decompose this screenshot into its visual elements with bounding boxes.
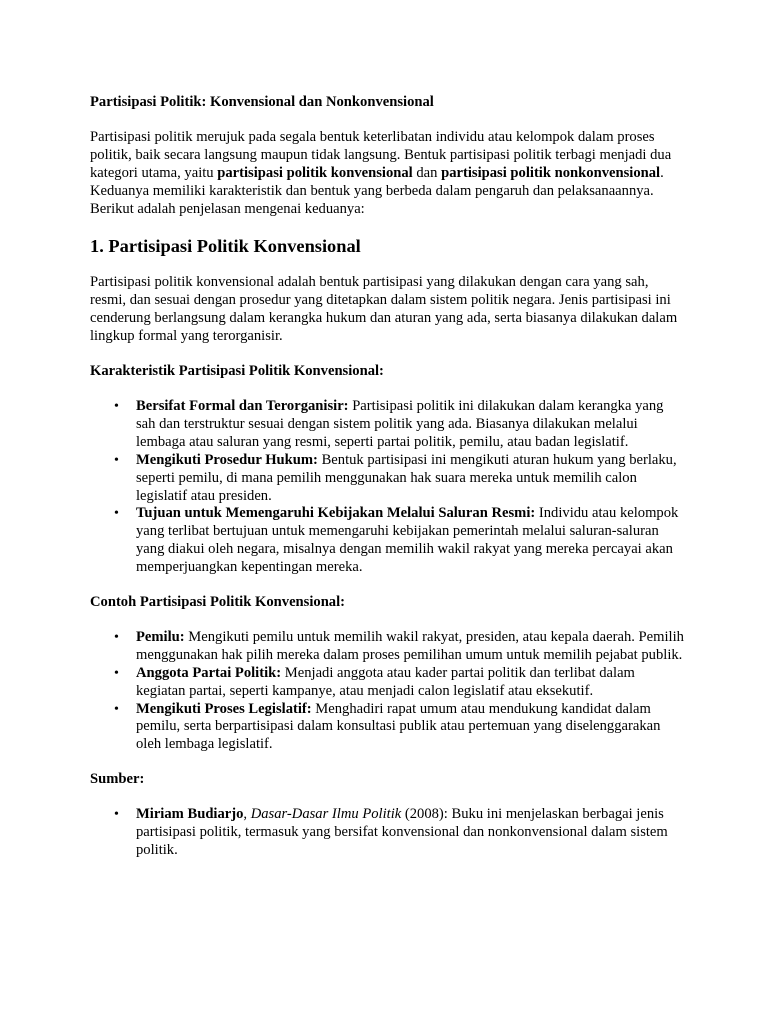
source-book-title: Dasar-Dasar Ilmu Politik xyxy=(250,806,402,823)
section-paragraph: Partisipasi politik konvensional adalah bentuk partisipasi yang dilakukan dengan cara yang sah, resmi, dan sesuai dengan prosedur yang ditetapkan dalam sistem politik negara. Jenis partisipasi ini cenderung berlangsung dalam kerangka hukum dan aturan yang ada, serta biasanya dilakukan dalam lingkup formal yang terorganisir. xyxy=(90,274,678,345)
source-author: Miriam Budiarjo xyxy=(136,806,244,823)
characteristics-heading: Karakteristik Partisipasi Politik Konvensional: xyxy=(90,363,384,380)
list-item-term: Bersifat Formal dan Terorganisir: xyxy=(136,397,349,414)
list-item-text: Individu atau kelompok yang terlibat bertujuan untuk memengaruhi kebijakan pemerintah melalui saluran-saluran yang diakui oleh negara, misalnya dengan memilih wakil rakyat yang mereka percayai akan memperjuangkan kepentingan mereka. xyxy=(136,505,679,576)
document-title: Partisipasi Politik: Konvensional dan Nonkonvensional xyxy=(90,94,434,110)
list-item-term: Pemilu: xyxy=(136,628,185,645)
document-page xyxy=(90,94,686,877)
intro-text-2: dan xyxy=(412,164,442,181)
list-item-term: Anggota Partai Politik: xyxy=(136,664,282,681)
intro-bold-conventional: partisipasi politik konvensional xyxy=(217,164,413,181)
section-heading-conventional: 1. Partisipasi Politik Konvensional xyxy=(90,236,361,257)
bullet-icon: • xyxy=(114,701,119,717)
list-item-text: Menghadiri rapat umum atau mendukung kandidat dalam pemilu, serta berpartisipasi dalam konsultasi publik atau pertemuan yang diselenggarakan oleh lembaga legislatif. xyxy=(136,700,661,753)
list-item-term: Tujuan untuk Memengaruhi Kebijakan Melalui Saluran Resmi: xyxy=(136,505,536,522)
list-item xyxy=(114,505,686,577)
sources-heading: Sumber: xyxy=(90,771,145,788)
list-item-term: Mengikuti Prosedur Hukum: xyxy=(136,451,318,468)
source-separator: , xyxy=(243,806,251,823)
list-item-text: Mengikuti pemilu untuk memilih wakil rakyat, presiden, atau kepala daerah. Pemilih menggunakan hak pilih mereka dalam proses pemilihan umum untuk memilih pejabat publik. xyxy=(136,628,684,663)
bullet-icon: • xyxy=(114,629,119,645)
list-item xyxy=(114,451,686,506)
list-item-term: Mengikuti Proses Legislatif: xyxy=(136,700,312,717)
sources-list xyxy=(90,806,686,860)
list-item xyxy=(114,664,686,701)
list-item xyxy=(114,700,686,755)
bullet-icon: • xyxy=(114,452,119,468)
list-item-text: Partisipasi politik ini dilakukan dalam kerangka yang sah dan terstruktur sesuai dengan sistem politik yang ada. Biasanya dilakukan melalui lembaga atau saluran yang resmi, seperti partai politik, pemilu, atau badan legislatif. xyxy=(136,397,664,450)
characteristics-list xyxy=(90,398,686,577)
bullet-icon: • xyxy=(114,398,119,414)
list-item xyxy=(114,397,686,452)
list-item-text: Menjadi anggota atau kader partai politik dan terlibat dalam kegiatan partai, seperti kampanye, atau menjadi calon legislatif atau eksekutif. xyxy=(136,664,635,699)
list-item-text: Bentuk partisipasi ini mengikuti aturan hukum yang berlaku, seperti pemilu, di mana pemilih menggunakan hak suara mereka untuk memilih calon legislatif atau presiden. xyxy=(136,451,677,504)
bullet-icon: • xyxy=(114,665,119,681)
intro-text-3: . Keduanya memiliki karakteristik dan bentuk yang berbeda dalam pengaruh dan pelaksanaannya. Berikut adalah penjelasan mengenai keduanya: xyxy=(90,164,664,217)
intro-text-1: Partisipasi politik merujuk pada segala bentuk keterlibatan individu atau kelompok dalam proses politik, baik secara langsung maupun tidak langsung. Bentuk partisipasi politik terbagi menjadi dua kategori utama, yaitu xyxy=(90,128,672,181)
examples-heading: Contoh Partisipasi Politik Konvensional: xyxy=(90,594,346,611)
examples-list xyxy=(90,629,686,754)
source-description: (2008): Buku ini menjelaskan berbagai jenis partisipasi politik, termasuk yang bersifat konvensional dan nonkonvensional dalam sistem politik. xyxy=(136,806,668,858)
intro-bold-nonconventional: partisipasi politik nonkonvensional xyxy=(441,164,661,181)
list-item xyxy=(114,806,686,860)
bullet-icon: • xyxy=(114,807,119,823)
intro-paragraph xyxy=(90,129,686,219)
list-item xyxy=(114,628,686,665)
bullet-icon: • xyxy=(114,506,119,522)
